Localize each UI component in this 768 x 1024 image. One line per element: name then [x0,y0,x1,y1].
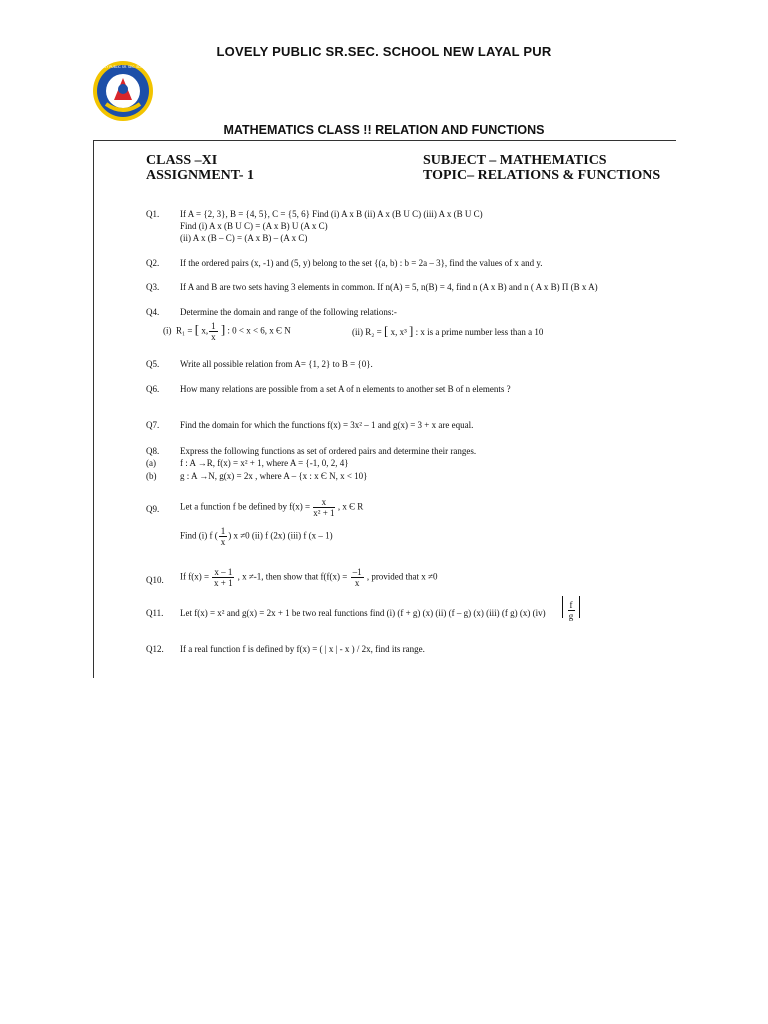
q9-num: x [313,497,334,508]
q4-ii-cond: : x is a prime number less than a 10 [415,327,544,337]
sheet-top-rule [93,140,676,141]
q2-text: If the ordered pairs (x, -1) and (5, y) belong to the set {(a, b) : b = 2a – 3}, find the values of x and y. [180,258,543,268]
q6-text: How many relations are possible from a set A of n elements to another set B of n elements ? [180,384,511,394]
q4-i-cond: : 0 < x < 6, x Є N [227,325,291,336]
q11-number: Q11. [146,608,164,618]
q4-i-label: (i) [163,325,172,336]
q10-number: Q10. [146,575,164,585]
topic-label: TOPIC– RELATIONS & FUNCTIONS [423,168,661,183]
q12-number: Q12. [146,644,164,654]
q9-fraction [313,497,334,518]
q4-i-num: 1 [211,321,216,331]
q8-b-label: (b) [146,471,157,481]
q4-text: Determine the domain and range of the following relations:- [180,307,397,317]
q9-find [180,526,333,547]
q3-number: Q3. [146,282,160,292]
q9-pre: Let a function f be defined by f(x) = [180,501,311,512]
q9-den: x² + 1 [313,508,335,518]
q9-find-post: ) x ≠0 (ii) f (2x) (iii) f (x – 1) [228,530,333,541]
class-label: CLASS –XI [146,153,218,168]
q9-find-fraction [219,526,228,547]
q10-mid: , x ≠-1, then show that f(f(x) = [237,571,348,582]
q9-find-num: 1 [220,526,226,536]
q6-number: Q6. [146,384,160,394]
q4-relation-ii [352,325,543,338]
q11-fn: f [569,600,573,610]
q4-ii-x: x, x³ [390,327,407,337]
q9-find-den: x [220,537,226,547]
q3-text: If A and B are two sets having 3 elements in common. If n(A) = 5, n(B) = 4, find n (A x B) and n ( A x B) Π (B x A) [180,282,598,292]
q1-line-1: If A = {2, 3}, B = {4, 5}, C = {5, 6} Find (i) A x B (ii) A x (B U C) (iii) A x (B U C) [180,209,483,219]
q4-i-open: [ [194,321,200,337]
q4-i-fraction [209,321,218,342]
q10-rnum: –1 [352,567,362,577]
q4-ii-close: ] [409,323,414,338]
q8-a-label: (a) [146,458,156,468]
q5-number: Q5. [146,359,160,369]
q10-statement [180,567,438,588]
q4-i-pre: R₁ = [176,325,195,336]
logo-text: LOVELY PUBLIC SR. SEC. SCHOOL [96,65,150,69]
q7-text: Find the domain for which the functions f(x) = 3x² – 1 and g(x) = 3 + x are equal. [180,420,474,430]
q10-den: x + 1 [214,578,233,588]
q1-line-2: Find (i) A x (B U C) = (A x B) U (A x C) [180,221,328,231]
q4-i-den: x [211,332,216,342]
q12-text: If a real function f is defined by f(x) = ( | x | - x ) / 2x, find its range. [180,644,425,654]
q9-post: , x Є R [337,501,364,512]
q8-a-text: f : A →R, f(x) = x² + 1, where A = {-1, 0, 2, 4} [180,458,349,468]
q4-ii-open: [ [383,323,389,338]
q10-rden: x [354,578,360,588]
q4-ii-label: (ii) R₂ = [352,327,382,337]
sheet-left-rule [93,140,94,678]
q10-result-fraction [351,567,364,588]
q1-number: Q1. [146,209,160,219]
q11-fd: g [568,611,574,621]
q9-find-pre: Find (i) f ( [180,530,218,541]
q10-post: , provided that x ≠0 [366,571,438,582]
q11-bracket [562,596,580,621]
subject-label: SUBJECT – MATHEMATICS [423,153,607,168]
q11-text: Let f(x) = x² and g(x) = 2x + 1 be two real functions find (i) (f + g) (x) (ii) (f – g) (x) (iii) (f g) (x) (iv) [180,608,546,618]
assignment-label: ASSIGNMENT- 1 [146,168,255,183]
q2-number: Q2. [146,258,160,268]
q4-number: Q4. [146,307,160,317]
q10-pre: If f(x) = [180,571,210,582]
school-logo [92,60,154,122]
q9-definition [180,497,363,518]
document-title: MATHEMATICS CLASS !! RELATION AND FUNCTIONS [223,123,545,137]
school-name: LOVELY PUBLIC SR.SEC. SCHOOL NEW LAYAL PUR [216,44,552,59]
q4-i-x: x, [201,325,209,336]
q5-text: Write all possible relation from A= {1, 2} to B = {0}. [180,359,373,369]
q1-line-3: (ii) A x (B – C) = (A x B) – (A x C) [180,233,308,243]
q7-number: Q7. [146,420,160,430]
q10-fraction [212,567,234,588]
q10-num: x – 1 [214,567,233,577]
q4-i-close: ] [220,321,226,337]
q9-number: Q9. [146,504,160,514]
q8-b-text: g : A →N, g(x) = 2x , where A – {x : x Є N, x < 10} [180,471,368,481]
q4-relation-i [163,321,291,342]
q11-fraction [568,600,575,621]
q8-text: Express the following functions as set of ordered pairs and determine their ranges. [180,446,477,456]
q8-number: Q8. [146,446,160,456]
